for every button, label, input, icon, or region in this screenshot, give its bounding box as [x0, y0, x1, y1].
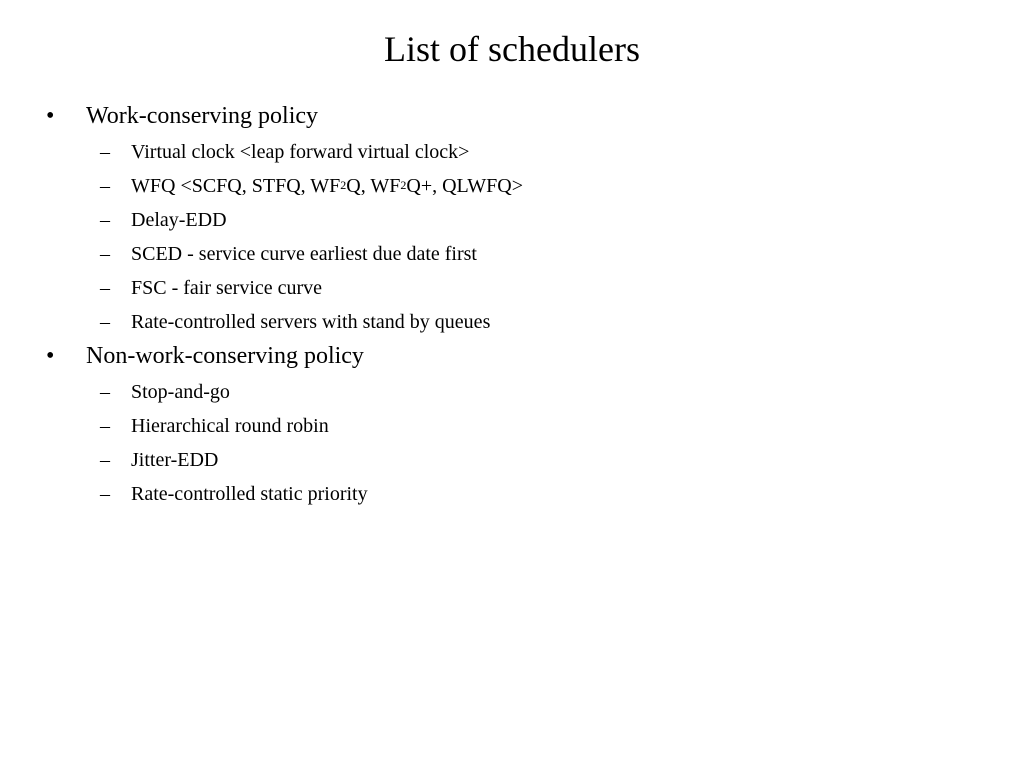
- dash-marker: –: [100, 311, 110, 333]
- sub-item-text: [131, 173, 523, 199]
- sub-item-text: Rate-controlled servers with stand by queues: [131, 311, 491, 333]
- superscript-two: 2: [400, 178, 407, 192]
- dash-marker: –: [100, 483, 110, 505]
- sub-item-text: Jitter-EDD: [131, 449, 219, 471]
- sub-item-text: Hierarchical round robin: [131, 415, 329, 437]
- dash-marker: –: [100, 175, 110, 197]
- bullet-heading: Non-work-conserving policy: [86, 343, 364, 369]
- dash-marker: –: [100, 141, 110, 163]
- dash-marker: –: [100, 415, 110, 437]
- bullet-heading: Work-conserving policy: [86, 103, 319, 129]
- dash-marker: –: [100, 449, 110, 471]
- dash-marker: –: [100, 381, 110, 403]
- bullet-marker: •: [46, 103, 55, 129]
- wfq-text-part: WFQ <SCFQ, STFQ, WF: [131, 175, 341, 197]
- wfq-text-part: Q, WF: [346, 175, 401, 197]
- sub-item-text: Stop-and-go: [131, 381, 230, 403]
- dash-marker: –: [100, 243, 110, 265]
- sub-item-text: Rate-controlled static priority: [131, 483, 368, 505]
- sub-item-text: Delay-EDD: [131, 209, 227, 231]
- sub-item-text: SCED - service curve earliest due date first: [131, 243, 477, 265]
- wfq-text-part: Q+, QLWFQ>: [406, 175, 524, 197]
- bullet-marker: •: [46, 343, 55, 369]
- dash-marker: –: [100, 209, 110, 231]
- sub-item-text: FSC - fair service curve: [131, 277, 323, 299]
- slide-title: List of schedulers: [384, 29, 640, 69]
- dash-marker: –: [100, 277, 110, 299]
- sub-item-text: Virtual clock <leap forward virtual clock>: [131, 141, 470, 163]
- superscript-two: 2: [340, 178, 347, 192]
